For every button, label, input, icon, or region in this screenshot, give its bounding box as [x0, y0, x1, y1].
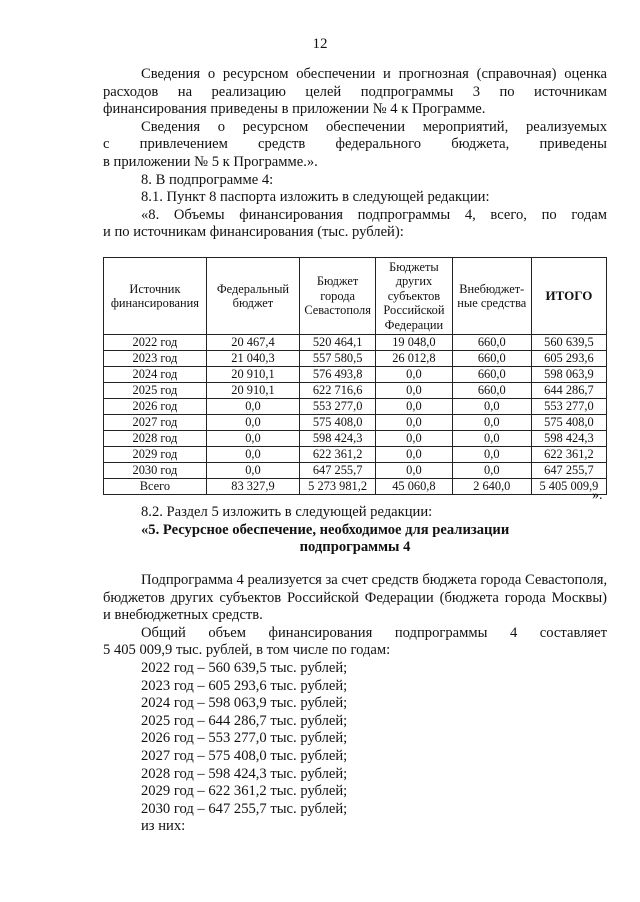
- text-line: Общий объем финансирования подпрограммы 4 составляет: [141, 624, 607, 641]
- table-cell: 20 910,1: [206, 367, 299, 383]
- column-header: Бюджет города Севастополя: [300, 258, 376, 335]
- column-header: Бюджеты других субъектов Российской Федерации: [376, 258, 453, 335]
- text-line: Сведения о ресурсном обеспечении и прогнозная (справочная) оценка: [141, 66, 607, 82]
- text-line: бюджетов других субъектов Российской Федерации (бюджета города Москвы): [103, 589, 607, 606]
- text-line: 2030 год – 647 255,7 тыс. рублей;: [141, 800, 348, 817]
- table-cell: 0,0: [206, 399, 299, 415]
- column-header: Источник финансирования: [104, 258, 207, 335]
- table-cell: 647 255,7: [300, 463, 376, 479]
- table-cell: 2025 год: [104, 383, 207, 399]
- table-row: [104, 335, 607, 351]
- text-line: 2022 год – 560 639,5 тыс. рублей;: [141, 659, 348, 676]
- table-row: [104, 447, 607, 463]
- table-cell: 0,0: [206, 431, 299, 447]
- table-row: [104, 431, 607, 447]
- table-cell: 560 639,5: [531, 335, 606, 351]
- table-cell: 20 910,1: [206, 383, 299, 399]
- table-cell: 2030 год: [104, 463, 207, 479]
- intro-paragraphs: [103, 66, 607, 242]
- page-number: 12: [312, 36, 328, 52]
- closing-quote: ».: [592, 488, 603, 503]
- table-cell: 660,0: [452, 335, 531, 351]
- table-cell: 0,0: [376, 367, 453, 383]
- text-line: 2026 год – 553 277,0 тыс. рублей;: [141, 730, 348, 747]
- section-body: [103, 572, 607, 836]
- text-line: «8. Объемы финансирования подпрограммы 4, всего, по годам: [141, 206, 607, 223]
- table-cell: 605 293,6: [531, 351, 606, 367]
- table-cell: 0,0: [376, 431, 453, 447]
- table-cell: 2029 год: [104, 447, 207, 463]
- table-cell: 2028 год: [104, 431, 207, 447]
- text-line: финансирования приведены в приложении № 4 к Программе.: [103, 101, 486, 118]
- table-cell: 644 286,7: [531, 383, 606, 399]
- text-line: Подпрограмма 4 реализуется за счет средств бюджета города Севастополя,: [141, 572, 608, 588]
- column-header: ИТОГО: [531, 258, 606, 335]
- section-heading: [103, 504, 607, 557]
- table-row: [104, 479, 607, 495]
- text-line: 2024 год – 598 063,9 тыс. рублей;: [141, 695, 348, 712]
- text-line: 2025 год – 644 286,7 тыс. рублей;: [141, 712, 348, 729]
- table-cell: 660,0: [452, 383, 531, 399]
- table-cell: 0,0: [376, 383, 453, 399]
- text-line: и внебюджетных средств.: [103, 607, 263, 624]
- table-cell: 622 361,2: [531, 447, 606, 463]
- table-cell: 553 277,0: [300, 399, 376, 415]
- table-cell: 0,0: [452, 415, 531, 431]
- table-cell: 622 716,6: [300, 383, 376, 399]
- table-cell: 5 405 009,9: [531, 479, 606, 495]
- table-cell: 0,0: [206, 415, 299, 431]
- table-cell: 2 640,0: [452, 479, 531, 495]
- table-cell: 575 408,0: [531, 415, 606, 431]
- table-cell: 660,0: [452, 351, 531, 367]
- text-line: 8.2. Раздел 5 изложить в следующей редакции:: [141, 504, 433, 520]
- table-cell: 0,0: [206, 463, 299, 479]
- table-cell: 2027 год: [104, 415, 207, 431]
- text-line: «5. Ресурсное обеспечение, необходимое для реализации: [141, 521, 510, 538]
- table-cell: 660,0: [452, 367, 531, 383]
- column-header: Федеральный бюджет: [206, 258, 299, 335]
- text-line: 8.1. Пункт 8 паспорта изложить в следующей редакции:: [141, 189, 490, 206]
- table-cell: 557 580,5: [300, 351, 376, 367]
- table-cell: 21 040,3: [206, 351, 299, 367]
- table-cell: 0,0: [452, 463, 531, 479]
- table-cell: 0,0: [376, 399, 453, 415]
- table-cell: 0,0: [206, 447, 299, 463]
- table-cell: 2024 год: [104, 367, 207, 383]
- text-line: 2028 год – 598 424,3 тыс. рублей;: [141, 765, 348, 782]
- table-cell: 520 464,1: [300, 335, 376, 351]
- table-cell: 2022 год: [104, 335, 207, 351]
- table-cell: 598 063,9: [531, 367, 606, 383]
- financing-table: [103, 257, 607, 495]
- table-cell: 598 424,3: [531, 431, 606, 447]
- table-cell: 2023 год: [104, 351, 207, 367]
- table-cell: 622 361,2: [300, 447, 376, 463]
- table-cell: 5 273 981,2: [300, 479, 376, 495]
- text-line: и по источникам финансирования (тыс. рублей):: [103, 224, 404, 241]
- column-header: Внебюджет-ные средства: [452, 258, 531, 335]
- table-row: [104, 463, 607, 479]
- text-line: 2023 год – 605 293,6 тыс. рублей;: [141, 677, 348, 694]
- table-header-row: [104, 258, 607, 335]
- table-row: [104, 415, 607, 431]
- table-cell: 0,0: [376, 463, 453, 479]
- text-line: Сведения о ресурсном обеспечении мероприятий, реализуемых: [141, 118, 607, 135]
- table-cell: 19 048,0: [376, 335, 453, 351]
- text-line: расходов на реализацию целей подпрограммы 3 по источникам: [103, 83, 607, 100]
- table-cell: 2026 год: [104, 399, 207, 415]
- table-row: [104, 383, 607, 399]
- table-cell: 576 493,8: [300, 367, 376, 383]
- table-cell: 45 060,8: [376, 479, 453, 495]
- table-cell: 553 277,0: [531, 399, 606, 415]
- table-cell: 83 327,9: [206, 479, 299, 495]
- table-cell: 0,0: [452, 399, 531, 415]
- text-line: в приложении № 5 к Программе.».: [103, 153, 318, 170]
- text-line: подпрограммы 4: [299, 539, 411, 556]
- table-cell: 0,0: [452, 431, 531, 447]
- text-line: из них:: [141, 818, 186, 835]
- table-cell: 0,0: [452, 447, 531, 463]
- text-line: 2029 год – 622 361,2 тыс. рублей;: [141, 783, 348, 800]
- table-row: [104, 351, 607, 367]
- table-cell: 0,0: [376, 447, 453, 463]
- table-cell: 20 467,4: [206, 335, 299, 351]
- text-line: 8. В подпрограмме 4:: [141, 171, 274, 188]
- table-cell: 598 424,3: [300, 431, 376, 447]
- text-line: 5 405 009,9 тыс. рублей, в том числе по годам:: [103, 642, 391, 659]
- table-row: [104, 399, 607, 415]
- table-cell: Всего: [104, 479, 207, 495]
- table-cell: 0,0: [376, 415, 453, 431]
- table-cell: 647 255,7: [531, 463, 606, 479]
- table-cell: 575 408,0: [300, 415, 376, 431]
- table-row: [104, 367, 607, 383]
- table-cell: 26 012,8: [376, 351, 453, 367]
- text-line: с привлечением средств федерального бюджета, приведены: [103, 136, 607, 153]
- text-line: 2027 год – 575 408,0 тыс. рублей;: [141, 747, 348, 764]
